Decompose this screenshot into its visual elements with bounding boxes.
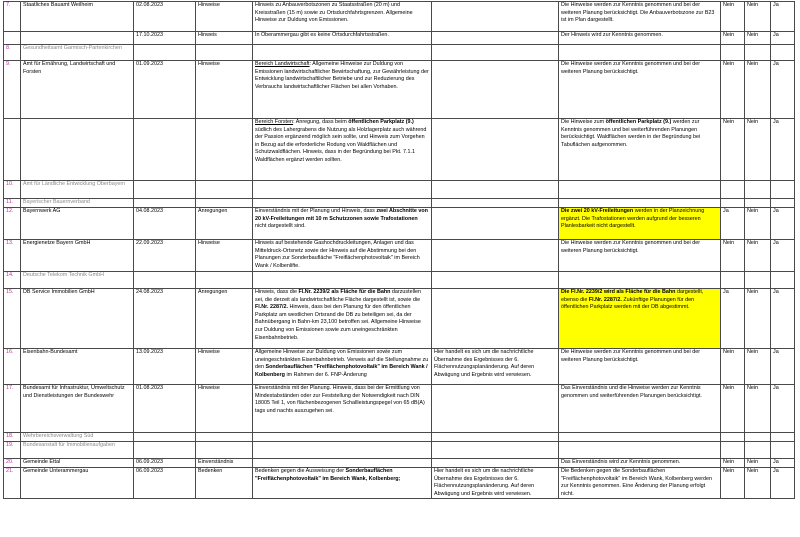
response-text [559,240,721,272]
row-number: 14. [4,272,21,289]
submission-type: Hinweise [196,240,253,272]
statement-text [253,289,432,349]
statement-text [253,433,432,442]
flag-col-1: Nein [721,468,745,499]
statement-segment: Sonderbauflächen "Freiflächenphotovoltaik" im Bereich Wank / Kolbenberg [255,364,428,378]
flag-col-3: Ja [771,385,795,433]
flag-col-3: Ja [771,2,795,32]
row-number: 17. [4,385,21,433]
flag-col-3: Ja [771,119,795,181]
response-text [559,199,721,208]
statement-text [253,32,432,45]
submission-date: 13.09.2023 [134,349,196,385]
submission-type [196,272,253,289]
note-text [432,2,559,32]
statement-text [253,349,432,385]
response-segment: Die Hinweise werden zur Kenntnis genommen und bei der weiteren Planung berücksichtigt. Die Anbauverbotszone zur B23 ist im Plan dargestellt. [561,2,715,24]
statement-text [253,181,432,199]
statement-text [253,240,432,272]
authority-name [21,32,134,45]
authority-name: Bundesanstalt für Immobilienaufgaben [21,442,134,459]
statement-segment: Hinweis auf bestehende Gashochdruckleitungen, Anlagen und das Mitteldruck-Ortsnetz sowie der Hinweis auf die Abstimmung bei den Planungen zur Sonderbaufläche "Freiflächenphotovoltaik" im Bereich Wank / Kolbenlifte. [255,240,420,269]
submission-type: Hinweise [196,385,253,433]
submission-date: 17.10.2023 [134,32,196,45]
response-segment: werden in der Planzeichnung ergänzt. Die Trafostationen werden aufgrund der besseren Planlesbarkeit nicht dargestellt. [561,208,705,230]
row-number [4,32,21,45]
submission-date: 22.09.2023 [134,240,196,272]
authority-name: Amt für Ländliche Entwicklung Oberbayern [21,181,134,199]
statement-text [253,459,432,468]
response-segment: Die Hinweise zum [561,119,606,125]
row-number: 18. [4,433,21,442]
flag-col-3: Ja [771,289,795,349]
submission-type [196,181,253,199]
submission-date: 02.08.2023 [134,2,196,32]
flag-col-1: Nein [721,240,745,272]
submission-type: Anregungen [196,289,253,349]
authority-name: Wehrbereichsverwaltung Süd [21,433,134,442]
submission-type: Hinweise [196,2,253,32]
flag-col-1 [721,272,745,289]
statement-text [253,2,432,32]
response-segment: öffentlichen Parkplatz (9.) [605,119,672,125]
flag-col-3: Ja [771,468,795,499]
row-number: 19. [4,442,21,459]
submission-date [134,442,196,459]
submission-date: 01.09.2023 [134,61,196,119]
response-segment: Zukünftige Planungen für den öffentlichen Parkplatz werden mit der DB abgestimmt. [561,296,695,311]
statement-segment: Fl.Nr. 2287/2. [255,304,288,311]
note-text [432,45,559,61]
response-text [559,119,721,181]
table-row [4,272,795,289]
response-segment: werden zur Kenntnis genommen und bei weiterführenden Planungen berücksichtigt. Waldflächen werden in der Begründung bei Tabuflächen aufgenommen. [561,119,701,148]
flag-col-2: Nein [745,2,771,32]
authority-name: Staatliches Bauamt Weilheim [21,2,134,32]
statement-segment: Hinweis, dass bei den Planung für den öffentlichen Parkplatz am westlichen Ortsrand die DB zu beteiligen sei, da der Bahnübergang in Bahn-km 23,100 betroffen sei. Allgemeine Hinweise zur Duldung von Emissionen sowie zum uneingeschränkten Eisenbahnbetrieb. [255,304,421,341]
statement-segment: Einverständnis mit der Planung. Hinweis, dass bei der Ermittlung von Mindestabständen oder zur Feststellung der Notwendigkeit nach DIN 18005 Teil 1, von flächenbezogenen Schallleistungspegel von 65 dB(A) tags und nachts auszugehen sei. [255,385,425,414]
statement-segment: nicht dargestellt sind. [255,223,306,230]
response-segment: Die Hinweise werden zur Kenntnis genommen und bei der weiteren Planung berücksichtigt. [561,349,701,363]
note-text [432,385,559,433]
table-row [4,468,795,499]
statement-text [253,468,432,499]
authority-name: Deutsche Telekom Technik GmbH [21,272,134,289]
flag-col-2: Nein [745,349,771,385]
flag-col-3: Ja [771,61,795,119]
response-text [559,272,721,289]
authority-name: Gemeinde Ettal [21,459,134,468]
submission-date: 04.08.2023 [134,208,196,240]
response-text [559,349,721,385]
response-text [559,181,721,199]
table-row [4,61,795,119]
flag-col-3 [771,442,795,459]
row-number: 21. [4,468,21,499]
row-number: 15. [4,289,21,349]
response-text [559,459,721,468]
flag-col-2 [745,442,771,459]
submission-type: Hinweis [196,32,253,45]
response-text [559,385,721,433]
note-text [432,240,559,272]
note-text [432,199,559,208]
response-text [559,45,721,61]
table-row [4,240,795,272]
table-row [4,459,795,468]
table-row [4,199,795,208]
row-number: 12. [4,208,21,240]
statement-segment: Bereich Forsten [255,119,294,125]
row-number: 11. [4,199,21,208]
table-row [4,433,795,442]
flag-col-1 [721,199,745,208]
flag-col-2 [745,45,771,61]
authority-name: Eisenbahn-Bundesamt [21,349,134,385]
statement-segment: Fl.Nr. 2239/2 als Fläche für die Bahn [298,289,391,295]
highlight-block [561,208,718,231]
flag-col-1: Nein [721,32,745,45]
authority-name: Bundesamt für Infrastruktur, Umweltschutz und Dienstleistungen der Bundeswehr [21,385,134,433]
statement-segment: Einverständnis mit der Planung und Hinweis, dass [255,208,377,214]
flag-col-1: Nein [721,61,745,119]
table-row [4,349,795,385]
response-text [559,2,721,32]
statement-segment: im Rahmen der 6. FNP-Änderung [284,371,367,378]
flag-col-2 [745,433,771,442]
flag-col-3 [771,272,795,289]
statement-segment: südlich des Lahergrabens die Nutzung als Holzlagerplatz auch während der Passion ergänzend möglich sein sollte, und Hinweis zum Vorgehen in Bezug auf die erforderliche Rodung von Waldflächen und Schutzwaldflächen. Hinweis, dass in der Begründung bei Pkt. 7.1.1 Waldflächen ergänzt werden sollten. [255,126,427,163]
table-row [4,289,795,349]
note-text [432,442,559,459]
statement-segment: darzustellen sei, die derzeit als landwirtschaftliche Fläche dargestellt ist, sowie die [255,289,422,303]
response-segment: dargestellt, ebenso die [561,289,704,303]
authority-name: Energienetze Bayern GmbH [21,240,134,272]
response-text [559,289,721,349]
response-text [559,32,721,45]
note-text: Hier handelt es sich um die nachrichtliche Übernahme des Ergebnisses der 6. Flächennutzungsplanänderung. Auf deren Abwägung und Ergebnis wird verwiesen. [432,349,559,385]
submission-type [196,199,253,208]
submission-date [134,181,196,199]
flag-col-3: Ja [771,240,795,272]
flag-col-2 [745,272,771,289]
statement-text [253,45,432,61]
note-text [432,61,559,119]
authority-name: DB Service Immobilien GmbH [21,289,134,349]
flag-col-1 [721,442,745,459]
statement-text [253,119,432,181]
statement-text [253,208,432,240]
flag-col-1: Nein [721,349,745,385]
response-segment: Fl.Nr. 2287/2. [588,296,622,303]
note-text [432,433,559,442]
table-row [4,32,795,45]
flag-col-3 [771,181,795,199]
flag-col-2: Nein [745,119,771,181]
authority-name: Bayernwerk AG [21,208,134,240]
flag-col-1: Nein [721,459,745,468]
submission-type: Einverständnis [196,459,253,468]
flag-col-1 [721,45,745,61]
authority-name: Bayerischer Bauernverband [21,199,134,208]
authority-name: Gesundheitsamt Garmisch-Partenkirchen [21,45,134,61]
submission-date [134,433,196,442]
flag-col-3 [771,433,795,442]
flag-col-2 [745,199,771,208]
statement-segment: Hinweis zu Anbauverbotszonen zu Staatsstraßen (20 m) und Kreisstraßen (15 m) sowie zu Ortsdurchfahrtsgrenzen. Allgemeine Hinweise zur Duldung von Emissionen. [255,2,413,24]
table-row [4,181,795,199]
statement-segment: Sonderbauflächen "Freiflächenphotovoltaik" im Bereich Wank, Kolbenberg; [255,468,401,482]
authority-name: Amt für Ernährung, Landwirtschaft und Forsten [21,61,134,119]
submission-type: Bedenken [196,468,253,499]
flag-col-1: Nein [721,119,745,181]
submission-date [134,45,196,61]
submission-type [196,45,253,61]
response-segment: Das Einverständnis und die Hinweise werden zur Kenntnis genommen und weiterführenden Planungen berücksichtigt. [561,385,702,399]
flag-col-1: Ja [721,208,745,240]
response-segment: Die Hinweise werden zur Kenntnis genommen und bei der weiteren Planung berücksichtigt. [561,240,701,254]
statement-text [253,61,432,119]
response-text [559,442,721,459]
statement-segment: Hinweis, dass die [255,289,299,295]
note-text [432,289,559,349]
comments-table [3,1,795,499]
submission-date: 24.08.2023 [134,289,196,349]
flag-col-1: Nein [721,385,745,433]
row-number [4,119,21,181]
table-row [4,119,795,181]
table-row [4,442,795,459]
flag-col-1: Ja [721,289,745,349]
response-segment: Die Bedenken gegen die Sonderbauflächen "Freiflächenphotovoltaik" im Bereich Wank, Kolbenberg werden zur Kenntnis genommen. Eine Änderung der Planung erfolgt nicht. [561,468,713,497]
row-number: 9. [4,61,21,119]
note-text [432,119,559,181]
statement-segment: : Anregung, dass beim [293,119,349,125]
flag-col-2: Nein [745,61,771,119]
submission-type: Hinweise [196,349,253,385]
response-segment: Der Hinweis wird zur Kenntnis genommen. [561,32,663,38]
row-number: 8. [4,45,21,61]
authority-name: Gemeinde Unterammergau [21,468,134,499]
flag-col-2: Nein [745,289,771,349]
submission-type: Hinweise [196,61,253,119]
flag-col-2: Nein [745,468,771,499]
submission-type [196,433,253,442]
flag-col-1 [721,181,745,199]
note-text: Hier handelt es sich um die nachrichtliche Übernahme des Ergebnisses der 6. Flächennutzungsplanänderung. Auf deren Abwägung und Ergebnis wird verwiesen. [432,468,559,499]
statement-text [253,385,432,433]
flag-col-3 [771,199,795,208]
statement-segment: In Oberammergau gibt es keine Ortsdurchfahrtsstraßen. [255,32,389,38]
response-segment: Die Fl.Nr. 2239/2 wird als Fläche für die Bahn [561,289,676,295]
row-number: 16. [4,349,21,385]
note-text [432,208,559,240]
response-segment: Die zwei 20 kV-Freileitungen [561,208,634,214]
response-segment: Das Einverständnis wird zur Kenntnis genommen. [561,459,681,465]
table-row [4,208,795,240]
flag-col-2: Nein [745,208,771,240]
flag-col-1 [721,433,745,442]
submission-type [196,119,253,181]
flag-col-3: Ja [771,349,795,385]
submission-date [134,199,196,208]
flag-col-3: Ja [771,208,795,240]
submission-type [196,442,253,459]
response-text [559,208,721,240]
row-number: 10. [4,181,21,199]
response-text [559,433,721,442]
note-text [432,272,559,289]
statement-segment: Bedenken gegen die Ausweisung der [255,468,346,474]
submission-date: 06.09.2023 [134,459,196,468]
flag-col-3: Ja [771,32,795,45]
row-number: 13. [4,240,21,272]
note-text [432,181,559,199]
authority-name [21,119,134,181]
row-number: 7. [4,2,21,32]
row-number: 20. [4,459,21,468]
response-text [559,468,721,499]
response-segment: Die Hinweise werden zur Kenntnis genommen und bei der weiteren Planung berücksichtigt. [561,61,701,75]
flag-col-2: Nein [745,385,771,433]
statement-segment: : Allgemeine Hinweise zur Duldung von Emissionen landwirtschaftlicher Bewirtschaftung, zur Gewährleistung der Entwicklung landwirtschaftlicher Betriebe und zur Reduzierung des Verbrauchs landwirtschaftlicher Flächen bei allen Vorhaben. [255,61,429,90]
flag-col-3: Ja [771,459,795,468]
flag-col-3 [771,45,795,61]
flag-col-2: Nein [745,240,771,272]
table-row [4,385,795,433]
statement-segment: Bereich Landwirtschaft [255,61,310,67]
statement-segment: öffentlichen Parkplatz (9.) [348,119,414,125]
submission-date [134,272,196,289]
submission-date: 01.08.2023 [134,385,196,433]
statement-segment: zwei Abschnitte von 20 kV-Freileitungen mit 10 m Schutzzonen sowie Trafostationen [255,208,428,222]
statement-segment: Allgemeine Hinweise zur Duldung von Emissionen sowie zum uneingeschränkten Eisenbahnbetrieb. Verweis auf die Stellungnahme zu den [255,349,429,371]
note-text [432,459,559,468]
submission-date [134,119,196,181]
submission-date: 06.09.2023 [134,468,196,499]
flag-col-2: Nein [745,32,771,45]
statement-text [253,442,432,459]
submission-type: Anregungen [196,208,253,240]
table-row [4,45,795,61]
flag-col-1: Nein [721,2,745,32]
statement-text [253,272,432,289]
statement-text [253,199,432,208]
note-text [432,32,559,45]
flag-col-2: Nein [745,459,771,468]
response-text [559,61,721,119]
flag-col-2 [745,181,771,199]
table-row [4,2,795,32]
highlight-block [561,289,718,312]
